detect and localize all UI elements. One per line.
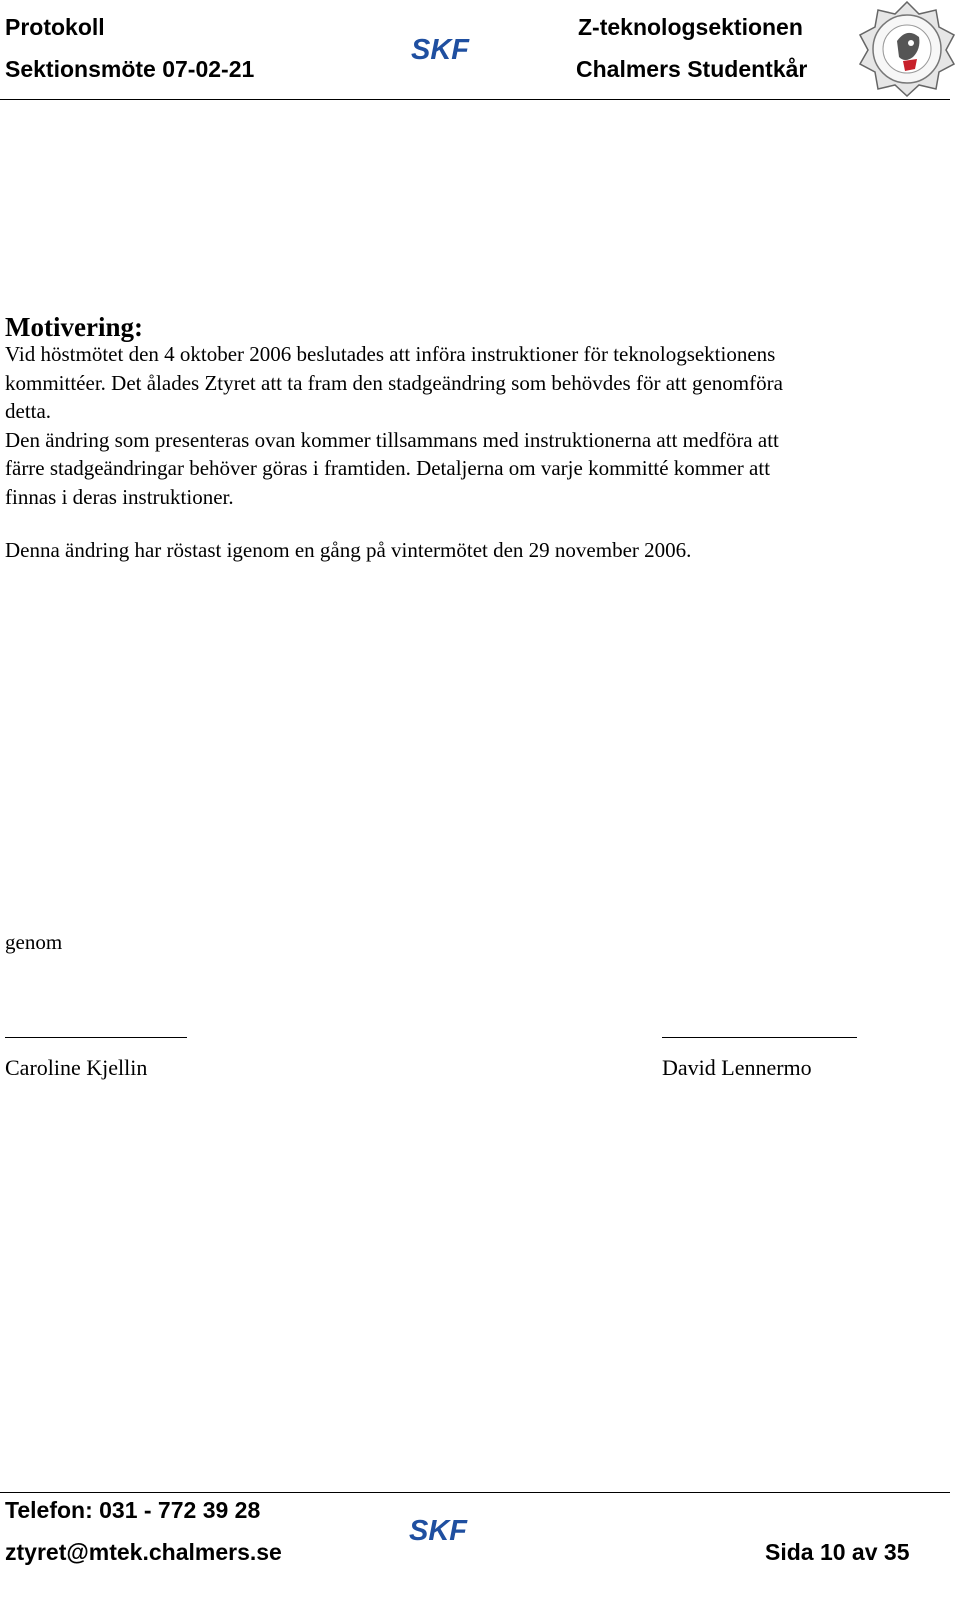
header-rule [0,99,950,100]
svg-text:SKF: SKF [409,1517,467,1543]
signoff-word: genom [5,930,63,954]
footer-rule [0,1492,950,1493]
signatory-right: David Lennermo [662,1055,812,1080]
paragraph-line: Den ändring som presenteras ovan kommer tillsammans med instruktionerna att medföra att [5,427,779,452]
meeting-date: Sektionsmöte 07-02-21 [5,56,255,82]
paragraph-line: färre stadgeändringar behöver göras i framtiden. Detaljerna om varje kommitté kommer att [5,456,771,481]
page-number: Sida 10 av 35 [765,1539,910,1565]
section-heading: Motivering: [5,312,143,342]
signatory-left: Caroline Kjellin [5,1055,148,1080]
doc-type: Protokoll [5,14,105,40]
section-seal-icon [859,1,955,97]
svg-text:SKF: SKF [411,36,469,62]
paragraph-line: Vid höstmötet den 4 oktober 2006 beslutades att införa instruktioner för teknologsektionens [5,342,776,366]
signature-line-left [5,1037,187,1038]
section-name: Z-teknologsektionen [578,14,803,40]
paragraph-line: detta. [5,399,52,424]
vote-note: Denna ändring har röstast igenom en gång på vintermötet den 29 november 2006. [5,538,692,562]
paragraph-line: finnas i deras instruktioner. [5,484,234,509]
footer-phone: Telefon: 031 - 772 39 28 [5,1497,261,1523]
skf-logo-footer [409,1517,513,1548]
motivation-paragraph [5,340,783,512]
union-name: Chalmers Studentkår [576,56,808,82]
signature-line-right [662,1037,857,1038]
footer-email[interactable]: ztyret@mtek.chalmers.se [5,1539,282,1565]
paragraph-line: kommittéer. Det ålades Ztyret att ta fram den stadgeändring som behövdes för att genomföra [5,370,783,395]
skf-logo-header [411,36,515,67]
